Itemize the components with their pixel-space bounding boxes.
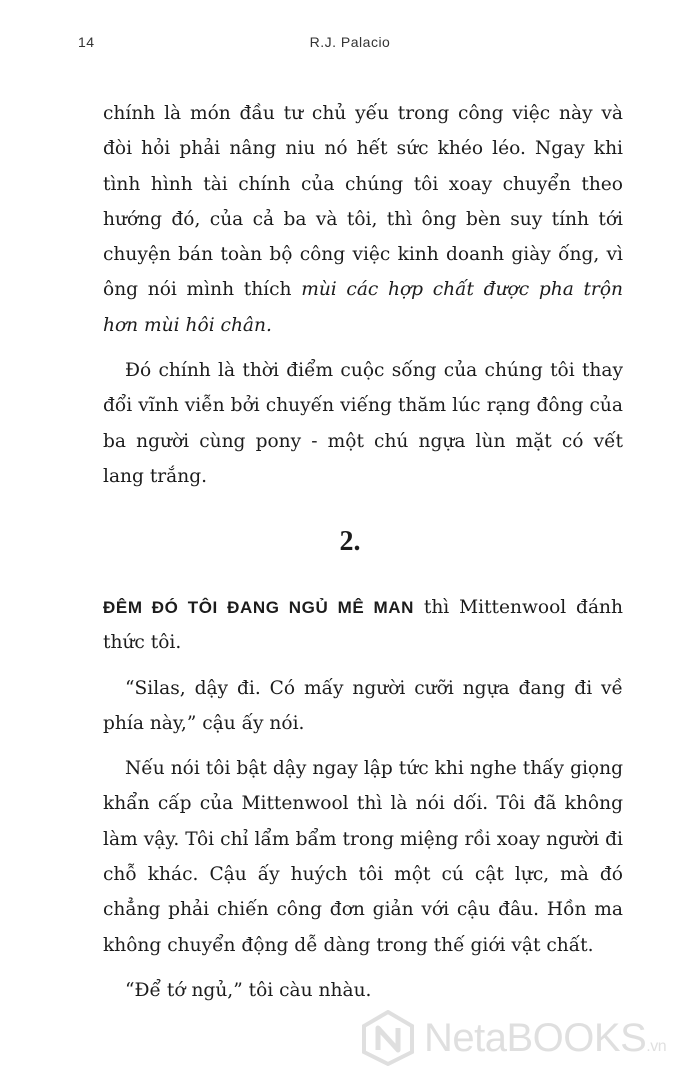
running-header <box>78 34 622 54</box>
running-head-author: R.J. Palacio <box>309 34 391 50</box>
body-text-section-1 <box>103 96 623 494</box>
paragraph: “Silas, dậy đi. Có mấy người cưỡi ngựa đang đi về phía này,” cậu ấy nói. <box>103 677 623 734</box>
watermark-suffix: .vn <box>646 1038 667 1055</box>
chapter-number: 2. <box>339 526 361 557</box>
watermark-brand <box>424 1016 666 1061</box>
paragraph-text: thì Mittenwool đánh thức tôi. <box>103 597 623 654</box>
body-text-section-2 <box>103 590 623 1008</box>
paragraph-text: chính là món đầu tư chủ yếu trong công việc này và đòi hỏi phải nâng niu nó hết sức khéo léo. Ngay khi tình hình tài chính của chúng tôi xoay chuyển theo hướng đó, của cả ba và tôi, thì ông bèn suy tính tới chuyện bán toàn bộ công việc kinh doanh giày ống, vì ông nói mình thích <box>103 103 623 301</box>
paragraph: Đó chính là thời điểm cuộc sống của chúng tôi thay đổi vĩnh viễn bởi chuyến viếng thăm lúc rạng đông của ba người cùng pony - một chú ngựa lùn mặt có vết lang trắng. <box>103 360 623 487</box>
page-number: 14 <box>78 34 95 50</box>
chapter-opening-lead: ĐÊM ĐÓ TÔI ĐANG NGỦ MÊ MAN <box>103 598 415 617</box>
watermark <box>360 1010 690 1066</box>
paragraph <box>103 96 623 343</box>
paragraph: Nếu nói tôi bật dậy ngay lập tức khi nghe thấy giọng khẩn cấp của Mittenwool thì là nói dối. Tôi đã không làm vậy. Tôi chỉ lẩm bẩm trong miệng rồi xoay người đi chỗ khác. Cậu ấy huých tôi một cú cật lực, mà đó chẳng phải chiến công đơn giản với cậu đâu. Hồn ma không chuyển động dễ dàng trong thế giới vật chất. <box>103 758 623 956</box>
netabooks-logo-icon <box>360 1010 416 1066</box>
italic-phrase: mùi các hợp chất được pha trộn hơn mùi hôi chân. <box>103 279 623 336</box>
paragraph <box>103 590 623 661</box>
watermark-brand-name: NetaBOOKS <box>424 1016 647 1060</box>
paragraph: “Để tớ ngủ,” tôi càu nhàu. <box>125 979 372 1001</box>
